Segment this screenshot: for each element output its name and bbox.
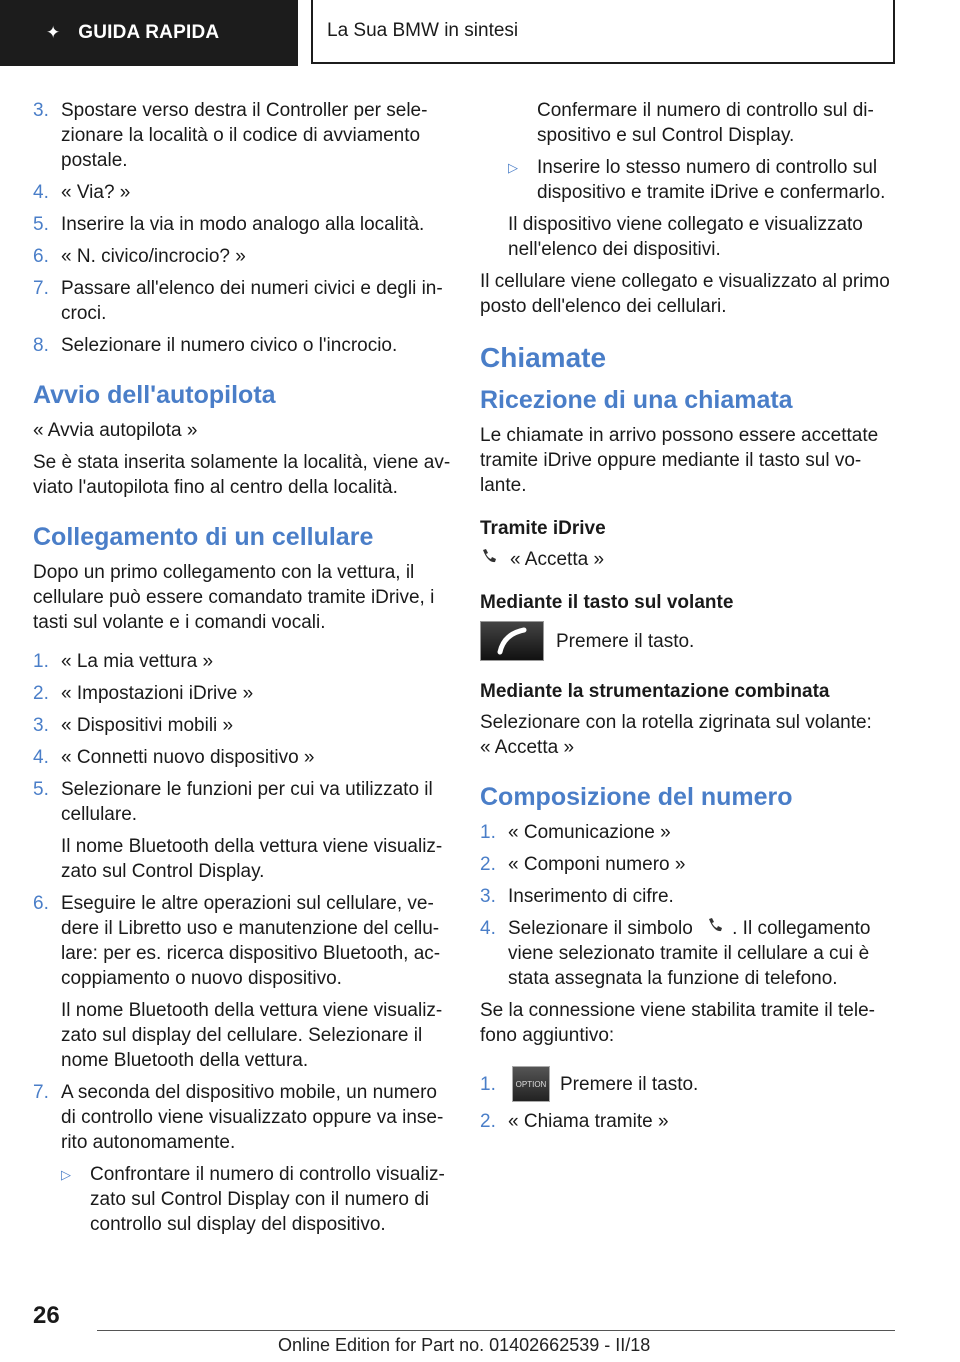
right-column (480, 98, 898, 1141)
chapter-title: La Sua BMW in sintesi (327, 20, 519, 41)
connected-text: Il cellulare viene collegato e visualizzato al primo posto dell'elenco dei cellulari. (480, 271, 890, 317)
autopilot-heading: Avvio dell'autopilota (33, 381, 276, 409)
triangle-bullet-icon: ▷ (61, 1167, 71, 1182)
star-icon: ✦ (46, 23, 61, 42)
chapter-tab (311, 0, 895, 64)
list-item: 2. « Componi numero » (480, 854, 686, 875)
list-item: 2. « Chiama tramite » (480, 1111, 669, 1133)
list-item: 1. OPTION Premere il tasto. (480, 1066, 898, 1102)
step-note: Il nome Bluetooth della vettura viene visualiz-zato sul Control Display. (61, 836, 443, 882)
triangle-bullet-icon: ▷ (508, 160, 518, 175)
cluster-heading: Mediante la strumentazione combinata (480, 681, 830, 702)
list-item: 6. « N. civico/incrocio? » (33, 246, 246, 267)
wheel-row (480, 621, 898, 661)
page-number: 26 (33, 1302, 60, 1329)
phone-handset-icon (706, 916, 724, 941)
phone-handset-icon (480, 547, 498, 572)
phone-heading: Collegamento di un cellulare (33, 523, 374, 551)
step-note: Il dispositivo viene collegato e visualizzato nell'elenco dei dispositivi. (508, 214, 863, 260)
footer-divider (97, 1330, 895, 1331)
list-item: 2. « Impostazioni iDrive » (33, 683, 254, 704)
left-column (33, 98, 453, 1244)
wheel-text: Premere il tasto. (556, 630, 695, 652)
bullet-item: ▷ Confrontare il numero di controllo visualiz-zato sul Control Display con il numero di controllo sul display del dispositivo. (61, 1164, 445, 1235)
list-item: 4. « Via? » (33, 182, 131, 203)
receive-text: Le chiamate in arrivo possono essere accettate tramite iDrive oppure mediante il tasto sul vo-lante. (480, 425, 879, 496)
calls-heading: Chiamate (480, 342, 607, 373)
list-item: 7. Passare all'elenco dei numeri civici e degli in-croci. (33, 278, 443, 324)
cluster-text: Selezionare con la rotella zigrinata sul volante: (480, 712, 872, 733)
autopilot-text: Se è stata inserita solamente la località, viene av-viato l'autopilota fino al centro della località. (33, 452, 451, 498)
wheel-heading: Mediante il tasto sul volante (480, 592, 734, 613)
idrive-command: « Accetta » (510, 549, 605, 570)
list-item: 1. « La mia vettura » (33, 651, 214, 672)
list-item: 6. Eseguire le altre operazioni sul cellulare, ve-dere il Libretto uso e manutenzione del cellu-lare: per es. ricerca dispositivo Bluetooth, ac-coppiamento o nuovo dispositivo. (33, 893, 441, 989)
page-header (0, 0, 960, 66)
list-item: 3. Spostare verso destra il Controller per sele-zionare la località o il codice di avviamento postale. (33, 100, 428, 171)
bullet-item: ▷ Inserire lo stesso numero di controllo sul dispositivo e tramite iDrive e confermarlo. (508, 157, 886, 203)
section-tab (0, 0, 298, 66)
list-item: 7. A seconda del dispositivo mobile, un numero di controllo viene visualizzato oppure va inse-rito autonomamente. (33, 1082, 444, 1153)
list-item: 4. Selezionare il simbolo . Il collegamento viene selezionato tramite il cellulare a cui è stata assegnata la funzione di telefono. (480, 918, 871, 990)
cluster-command: « Accetta » (480, 737, 575, 758)
dial-heading: Composizione del numero (480, 783, 793, 811)
list-item: 5. Selezionare le funzioni per cui va utilizzato il cellulare. (33, 779, 433, 825)
phone-intro: Dopo un primo collegamento con la vettura, il cellulare può essere comandato tramite iDrive, i tasti sul volante e i comandi vocali. (33, 562, 435, 633)
list-item: 3. « Dispositivi mobili » (33, 715, 234, 736)
receive-heading: Ricezione di una chiamata (480, 386, 793, 414)
autopilot-command: « Avvia autopilota » (33, 420, 198, 441)
secondary-text: Se la connessione viene stabilita tramite il tele-fono aggiuntivo: (480, 1000, 875, 1047)
list-item: 1. « Comunicazione » (480, 822, 671, 843)
list-item: 4. « Connetti nuovo dispositivo » (33, 747, 315, 768)
section-label: GUIDA RAPIDA (78, 22, 220, 43)
step-note: Il nome Bluetooth della vettura viene visualiz-zato sul display del cellulare. Selezionare il nome Bluetooth della vettura. (61, 1000, 443, 1071)
phone-button-icon (480, 621, 544, 661)
idrive-heading: Tramite iDrive (480, 518, 606, 539)
footer-edition: Online Edition for Part no. 01402662539 - II/18 (278, 1335, 651, 1355)
idrive-row (480, 547, 898, 572)
bullet-continuation: Confermare il numero di controllo sul di-spositivo e sul Control Display. (537, 100, 874, 146)
list-item: 5. Inserire la via in modo analogo alla località. (33, 214, 425, 235)
list-item: 3. Inserimento di cifre. (480, 886, 674, 907)
option-button-icon: OPTION (512, 1066, 550, 1102)
list-item: 8. Selezionare il numero civico o l'incrocio. (33, 335, 398, 356)
